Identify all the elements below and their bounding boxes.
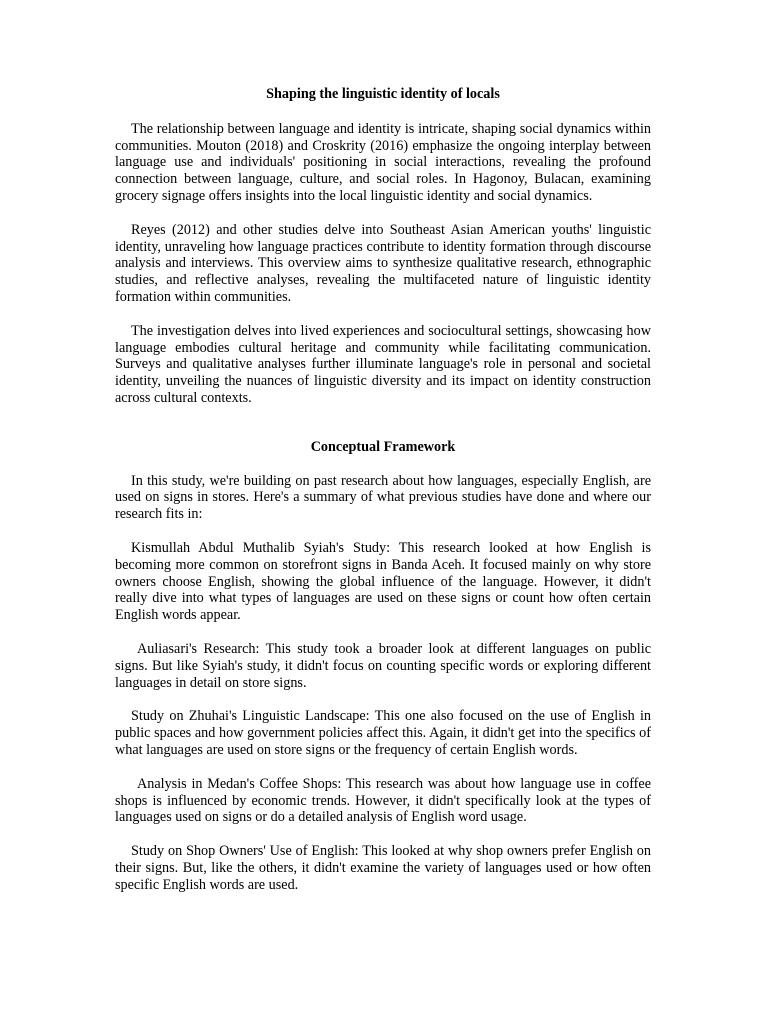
section-title-linguistic-identity: Shaping the linguistic identity of locals [266, 86, 500, 102]
paragraph: Analysis in Medan's Coffee Shops: This research was about how language use in coffee shops is influenced by economic trends. However, it didn't specifically look at the types of languages used on signs or do a detailed analysis of English word usage. [115, 775, 651, 826]
paragraph: In this study, we're building on past research about how languages, especially English, are used on signs in stores. Here's a summary of what previous studies have done and where our research fits in: [115, 472, 651, 523]
section-title-conceptual-framework: Conceptual Framework [310, 438, 456, 455]
document-page [115, 86, 651, 910]
paragraph: Reyes (2012) and other studies delve into Southeast Asian American youths' linguistic identity, unraveling how language practices contribute to identity formation through discourse analysis and interviews. This overview aims to synthesize qualitative research, ethnographic studies, and reflective analyses, revealing the multifaceted nature of linguistic identity formation within communities. [115, 221, 651, 305]
paragraph: Study on Shop Owners' Use of English: This looked at why shop owners prefer English on their signs. But, like the others, it didn't examine the variety of languages used or how often specific English words are used. [115, 843, 651, 893]
paragraph: The relationship between language and identity is intricate, shaping social dynamics within communities. Mouton (2018) and Croskrity (2016) emphasize the ongoing interplay between language use and individuals' positioning in social interactions, revealing the profound connection between language, culture, and social roles. In Hagonoy, Bulacan, examining grocery signage offers insights into the local linguistic identity and social dynamics. [115, 120, 651, 204]
paragraph: Kismullah Abdul Muthalib Syiah's Study: This research looked at how English is becoming more common on storefront signs in Banda Aceh. It focused mainly on why store owners choose English, showing the global influence of the language. However, it didn't really dive into what types of languages are used on these signs or count how often certain English words appear. [115, 539, 651, 624]
paragraph: The investigation delves into lived experiences and sociocultural settings, showcasing how language embodies cultural heritage and community while facilitating communication. Surveys and qualitative analyses further illuminate language's role in personal and societal identity, unveiling the nuances of linguistic diversity and its impact on identity construction across cultural contexts. [115, 322, 651, 406]
paragraph: Study on Zhuhai's Linguistic Landscape: This one also focused on the use of English in public spaces and how government policies affect this. Again, it didn't get into the specifics of what languages are used on store signs or the frequency of certain English words. [115, 708, 651, 758]
paragraph: Auliasari's Research: This study took a broader look at different languages on public signs. But like Syiah's study, it didn't focus on counting specific words or exploring different languages in detail on store signs. [115, 640, 651, 691]
